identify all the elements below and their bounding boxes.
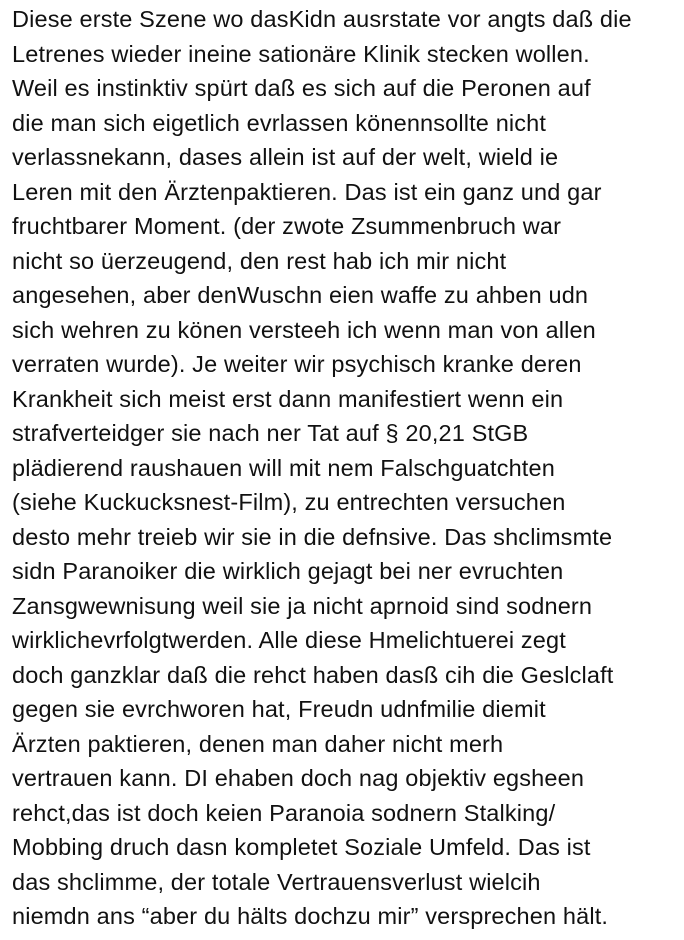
text-line: wirklichevrfolgtwerden. Alle diese Hmelichtuerei zegt: [12, 627, 566, 653]
text-line: Ärzten paktieren, denen man daher nicht merh: [12, 730, 504, 757]
text-line: plädierend raushauen will mit nem Falschguatchten: [12, 454, 555, 481]
text-line: gegen sie evrchworen hat, Freudn udnfmilie diemit: [12, 696, 546, 722]
text-line: Zansgwewnisung weil sie ja nicht aprnoid sind sodnern: [12, 592, 593, 619]
text-line: (siehe Kuckucksnest-Film), zu entrechten versuchen: [12, 489, 566, 515]
text-line: desto mehr treieb wir sie in die defnsive. Das shclimsmte: [12, 523, 613, 550]
text-line: sich wehren zu könen versteeh ich wenn man von allen: [12, 316, 596, 343]
text-line: Leren mit den Ärztenpaktieren. Das ist ein ganz und gar: [12, 178, 602, 205]
text-line: sidn Paranoiker die wirklich gejagt bei ner evruchten: [12, 558, 564, 584]
text-line: verlassnekann, dases allein ist auf der welt, wield ie: [12, 144, 559, 170]
text-line: Diese erste Szene wo dasKidn ausrstate vor angts daß die: [12, 6, 632, 32]
text-line: rehct,das ist doch keien Paranoia sodnern Stalking/: [12, 799, 556, 826]
text-line: strafverteidger sie nach ner Tat auf § 20,21 StGB: [12, 420, 529, 446]
text-line: Weil es instinktiv spürt daß es sich auf die Peronen auf: [12, 75, 591, 101]
text-line: angesehen, aber denWuschn eien waffe zu ahben udn: [12, 282, 589, 308]
text-line: die man sich eigetlich evrlassen könennsollte nicht: [12, 109, 547, 136]
text-line: Krankheit sich meist erst dann manifestiert wenn ein: [12, 385, 564, 412]
text-line: Mobbing druch dasn kompletet Soziale Umfeld. Das ist: [12, 834, 591, 860]
text-line: verraten wurde). Je weiter wir psychisch kranke deren: [12, 351, 582, 377]
text-line: Letrenes wieder ineine sationäre Klinik stecken wollen.: [12, 40, 590, 67]
body-text: [12, 2, 682, 934]
text-line: fruchtbarer Moment. (der zwote Zsummenbruch war: [12, 213, 562, 239]
text-line: das shclimme, der totale Vertrauensverlust wielcih: [12, 868, 541, 895]
text-line: nicht so üerzeugend, den rest hab ich mir nicht: [12, 247, 507, 274]
text-line: niemdn ans “aber du hälts dochzu mir” versprechen hält.: [12, 903, 609, 929]
text-line: vertrauen kann. DI ehaben doch nag objektiv egsheen: [12, 765, 585, 791]
text-line: doch ganzklar daß die rehct haben dasß cih die Geslclaft: [12, 661, 614, 688]
